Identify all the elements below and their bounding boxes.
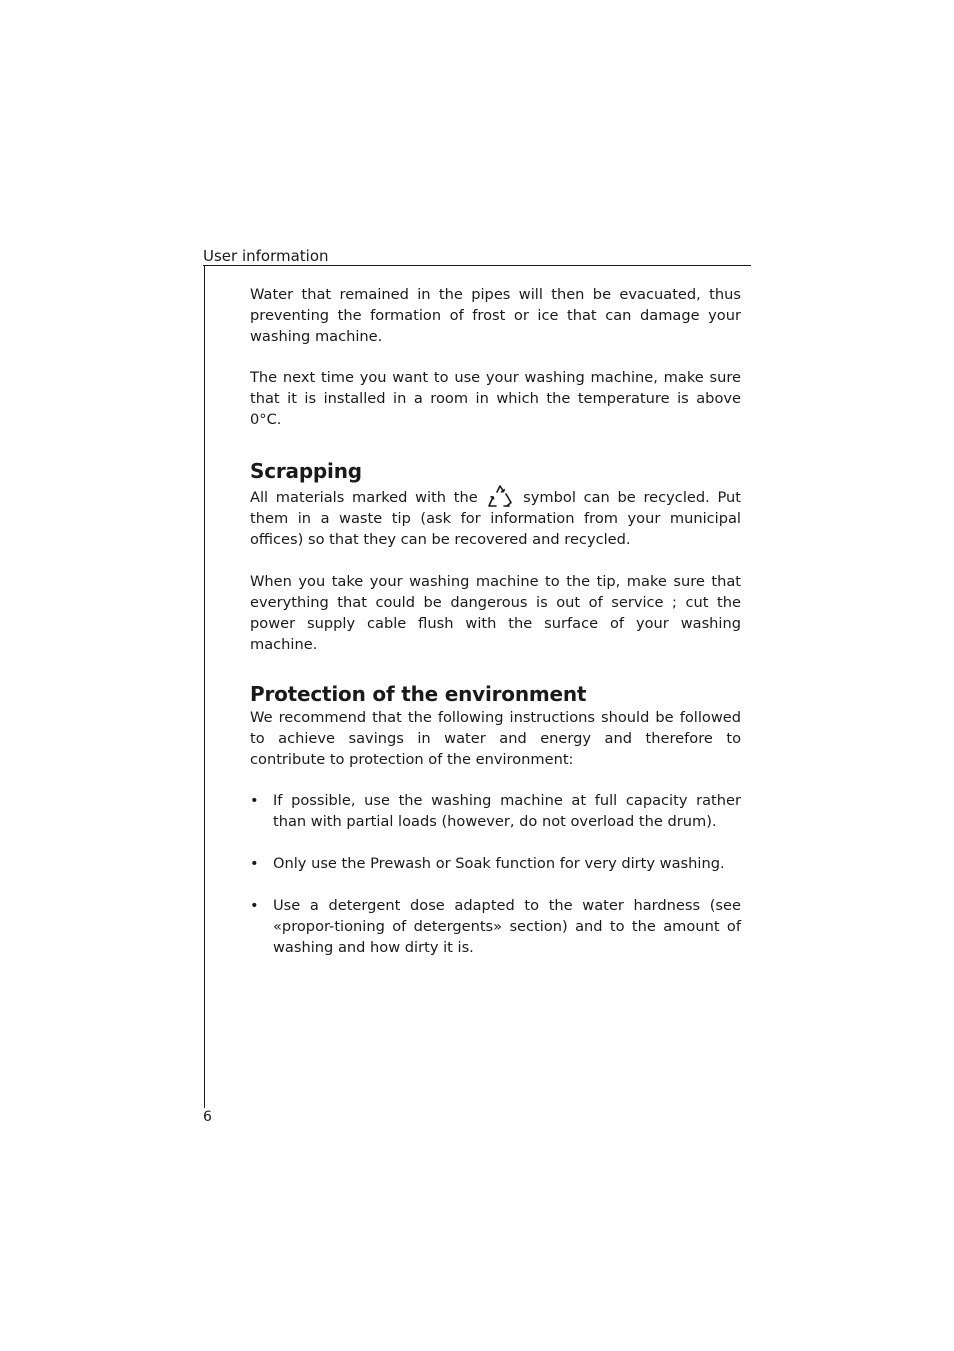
list-item-text: Use a detergent dose adapted to the water hardness (see «propor-tioning of detergents» section) and to the amount of washing and how dirty it is.: [273, 897, 741, 956]
list-item: [250, 790, 741, 832]
bullet-dot: •: [250, 855, 259, 872]
scrapping-paragraph-2: When you take your washing machine to the tip, make sure that everything that could be dangerous is out of service ; cut the power supply cable flush with the surface of your washing machine.: [250, 573, 741, 653]
environment-heading: Protection of the environment: [250, 682, 587, 706]
header-rule: [203, 265, 751, 266]
section-label: User information: [203, 247, 329, 265]
scrapping-text-after-icon: symbol can be recycled. Put them in a waste tip (ask for information from your municipal offices) so that they can be recovered and recycled.: [250, 489, 741, 548]
recycle-icon: [485, 484, 515, 508]
environment-bullet-list: [250, 790, 741, 958]
intro-paragraph-1: Water that remained in the pipes will then be evacuated, thus preventing the formation of frost or ice that can damage your washing machine.: [250, 286, 741, 345]
list-item-text: If possible, use the washing machine at full capacity rather than with partial loads (however, do not overload the drum).: [273, 792, 741, 830]
scrapping-paragraph-1: [250, 484, 741, 550]
list-item-text: Only use the Prewash or Soak function for very dirty washing.: [273, 855, 725, 872]
list-item: [250, 895, 741, 958]
intro-paragraph-2: The next time you want to use your washing machine, make sure that it is installed in a room in which the temperature is above 0°C.: [250, 369, 741, 428]
bullet-dot: •: [250, 792, 259, 809]
page-content: [250, 284, 741, 958]
environment-paragraph: We recommend that the following instructions should be followed to achieve savings in water and energy and therefore to contribute to protection of the environment:: [250, 709, 741, 768]
scrapping-text-before-icon: All materials marked with the: [250, 489, 478, 506]
page-number: 6: [203, 1109, 212, 1125]
scrapping-heading: Scrapping: [250, 459, 362, 483]
margin-rule: [204, 265, 205, 1108]
bullet-dot: •: [250, 897, 259, 914]
list-item: [250, 853, 741, 874]
